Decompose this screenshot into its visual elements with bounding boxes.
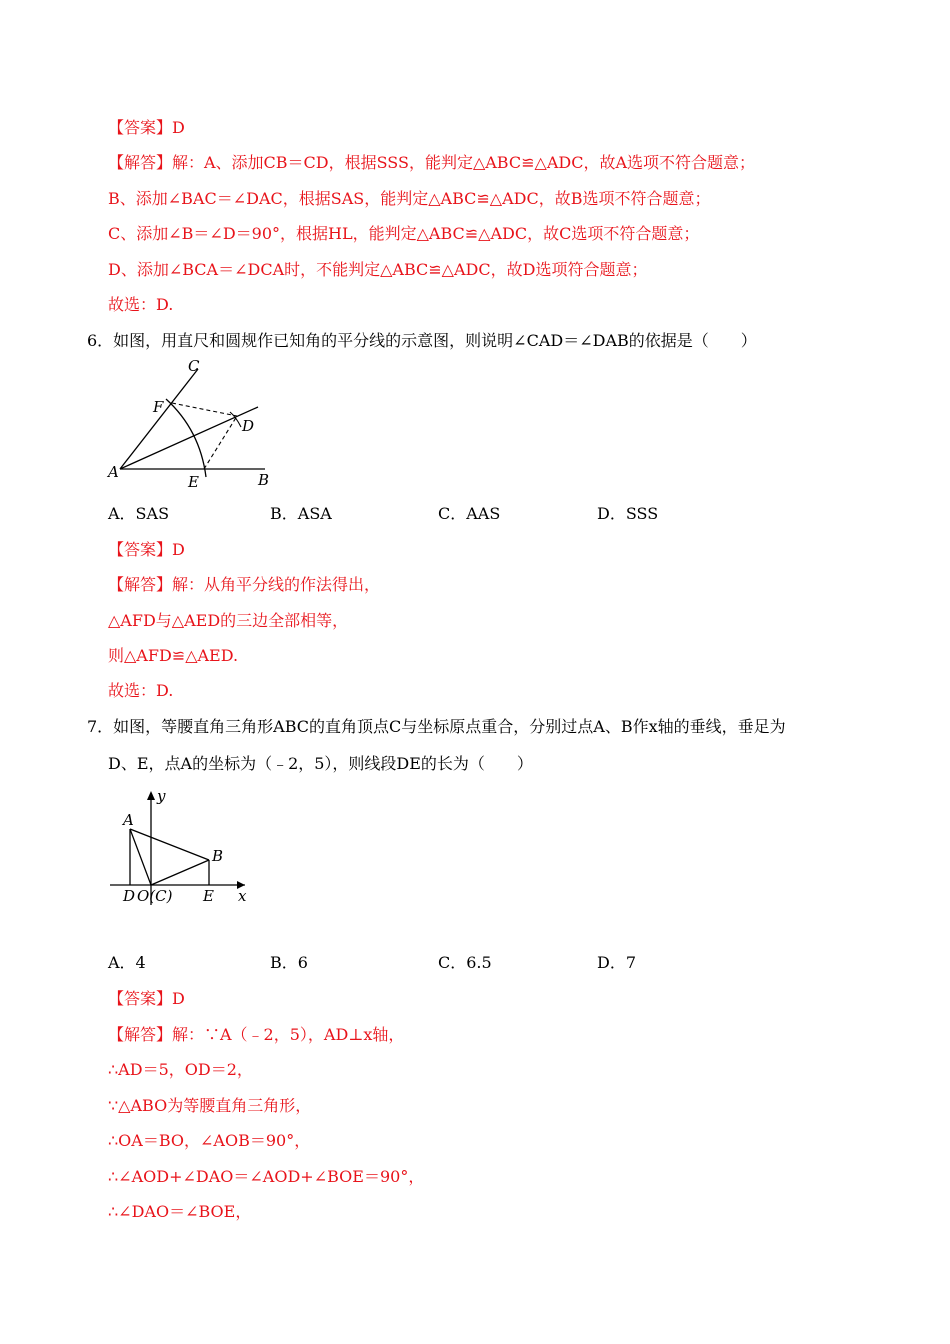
segment-ab — [130, 829, 209, 860]
q5-expl-line: 【解答】解：A、添加CB＝CD，根据SSS，能判定△ABC≌△ADC，故A选项不符合题意； — [108, 153, 755, 172]
q7-stem: D、E，点A的坐标为（﹣2，5），则线段DE的长为（ ） — [108, 754, 533, 773]
label-d: D — [242, 417, 255, 435]
q6-expl-line: 则△AFD≌△AED. — [108, 646, 239, 665]
q6-answer: 【答案】D — [108, 540, 185, 559]
bisector-ad — [120, 407, 258, 469]
q6-expl-line: 故选：D. — [108, 681, 174, 700]
q6-expl-line: △AFD与△AED的三边全部相等， — [108, 611, 349, 630]
q7-expl-line: ∴AD＝5，OD＝2， — [108, 1060, 253, 1079]
q7-figure — [105, 787, 255, 912]
q7-option-c: C．6.5 — [438, 953, 492, 972]
q7-answer: 【答案】D — [108, 989, 185, 1008]
segment-ob — [151, 860, 209, 885]
label-y: y — [157, 787, 166, 805]
q6-stem: 6．如图，用直尺和圆规作已知角的平分线的示意图，则说明∠CAD＝∠DAB的依据是（ ） — [87, 331, 757, 350]
q6-option-c: C．AAS — [438, 504, 501, 523]
q6-option-d: D．SSS — [597, 504, 659, 523]
q7-expl-line: ∴∠AOD+∠DAO＝∠AOD+∠BOE＝90°， — [108, 1167, 425, 1186]
q7-stem: 7．如图，等腰直角三角形ABC的直角顶点C与坐标原点重合，分别过点A、B作x轴的垂线，垂足为 — [87, 717, 786, 736]
label-a: A — [123, 811, 134, 829]
q7-expl-line: ∵△ABO为等腰直角三角形， — [108, 1096, 312, 1115]
q6-figure — [100, 355, 280, 495]
arc-fe — [166, 399, 206, 477]
q5-answer: 【答案】D — [108, 118, 185, 137]
q7-expl-line: 【解答】解：∵A（﹣2，5），AD⊥x轴， — [108, 1025, 405, 1044]
label-e: E — [188, 473, 199, 491]
label-x: x — [238, 887, 247, 905]
label-c: C — [188, 357, 200, 375]
q7-expl-line: ∴∠DAO＝∠BOE， — [108, 1202, 252, 1221]
q5-expl-line: C、添加∠B＝∠D＝90°，根据HL，能判定△ABC≌△ADC，故C选项不符合题意； — [108, 224, 700, 243]
q5-expl-line: D、添加∠BCA＝∠DCA时，不能判定△ABC≌△ADC，故D选项符合题意； — [108, 260, 648, 279]
label-d: D — [123, 887, 136, 905]
y-axis-arrow — [147, 791, 155, 800]
q6-option-b: B．ASA — [270, 504, 332, 523]
q7-option-d: D．7 — [597, 953, 637, 972]
q6-expl-line: 【解答】解：从角平分线的作法得出， — [108, 575, 381, 594]
ray-ac — [120, 369, 198, 469]
label-b: B — [258, 471, 270, 489]
q5-expl-line: 故选：D. — [108, 295, 174, 314]
label-b: B — [212, 847, 224, 865]
dashed-fd — [172, 403, 237, 416]
q7-option-b: B．6 — [270, 953, 308, 972]
label-o: O(C) — [137, 887, 173, 905]
q7-option-a: A．4 — [108, 953, 146, 972]
q7-expl-line: ∴OA＝BO，∠AOB＝90°， — [108, 1131, 311, 1150]
label-f: F — [153, 398, 164, 416]
segment-ao — [130, 829, 151, 885]
label-a: A — [108, 463, 119, 481]
q5-expl-line: B、添加∠BAC＝∠DAC，根据SAS，能判定△ABC≌△ADC，故B选项不符合题意； — [108, 189, 711, 208]
label-e: E — [203, 887, 214, 905]
q6-option-a: A．SAS — [108, 504, 170, 523]
